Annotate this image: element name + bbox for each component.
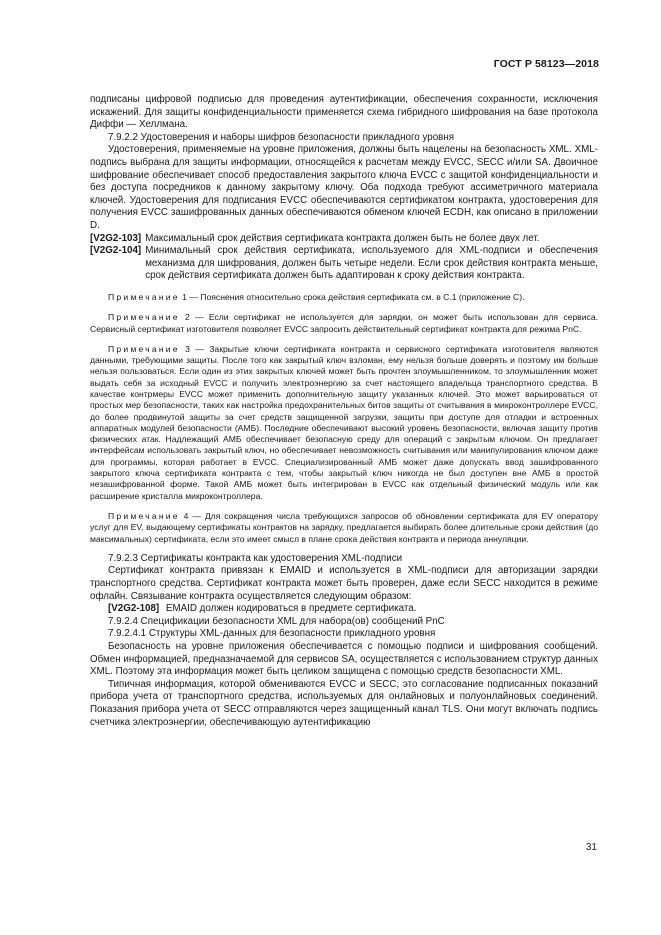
note: [90, 312, 598, 335]
note: [90, 344, 598, 502]
note: [90, 511, 598, 545]
paragraph: Сертификат контракта привязан к EMAID и используется в XML-подписи для авторизации зарядки транспортного средства. Сертификат контракта может быть проверен, даже если SECC находится в режиме офлайн. Связывание контракта осуществляется следующим образом:: [90, 565, 598, 602]
note-text: 1 — Пояснения относительно срока действия сертификата см. в С.1 (приложение С).: [182, 291, 525, 302]
section-heading: 7.9.2.3 Сертификаты контракта как удостоверения XML-подписи: [108, 552, 403, 564]
note-text: 2 — Если сертификат не используется для зарядки, он может быть использован для сервиса. Сервисный сертификат изготовителя позволяет EVCC запросить действительный сертификат контракта для режима PnC.: [90, 312, 599, 334]
note: [90, 292, 598, 303]
document-header: ГОСТ Р 58123—2018: [493, 58, 599, 70]
paragraph: подписаны цифровой подписью для проведения аутентификации, обеспечения сохранности, исключения искажений. Для защиты конфиденциальности применяется схема гибридного шифрования на базе протокола Диффи — Хеллмана.: [90, 94, 598, 131]
section-heading: 7.9.2.4 Спецификации безопасности XML для набора(ов) сообщений PnC: [108, 615, 445, 627]
section-heading: 7.9.2.2 Удостоверения и наборы шифров безопасности прикладного уровня: [108, 131, 455, 143]
paragraph: Типичная информация, которой обмениваются EVCC и SECC, это согласование подписанных показаний прибора учета от транспортного средства, используемых для онлайновых и полуонлайновых соединений. Показания прибора учета от SECC отправляются через защищенный канал TLS. Они могут включать подпись счетчика электроэнергии, обеспечивающую аутентификацию: [90, 678, 598, 728]
paragraph: Удостоверения, применяемые на уровне приложения, должны быть нацелены на безопасность XML. XML-подпись выбрана для защиты информации, относящейся к расчетам между EVCC, SECC и/или SA. Двоичное шифрование обеспечивает способ предоставления закрытого ключа EVCC с защитой конфиденциальности и без доступа посредников к данному закрытому ключу. Оба подхода требуют ассиметричного материала ключей. Удостоверения для подписания EVCC обеспечиваются сертификатом контракта, удостоверения для получения EVCC зашифрованных данных обеспечиваются обменом ключей ECDH, как описано в приложении D.: [90, 144, 598, 231]
requirement: [90, 603, 598, 616]
requirement-text: Минимальный срок действия сертификата, используемого для XML-подписи и обеспечения механизма для шифрования, должен быть четыре недели. Если срок действия контракта меньше, срок действия сертификата должен быть адаптирован к сроку действия контракта.: [145, 245, 598, 282]
note-label: Примечание: [108, 343, 180, 354]
requirement: [90, 245, 598, 283]
note-text: 3 — Закрытые ключи сертификата контракта и сервисного сертификата изготовителя являются данными, требующими защиты. После того как закрытый ключ взломан, ему нельзя больше доверять и поэтому им больше нельзя пользоваться. Если один из этих закрытых ключей может быть прочтен злоумышленником, то злоумышленник может выдать себя за исходный EVCC и получить электроэнергию за счет настоящего владельца транспортного средства. В качестве контрмеры EVCC может применить дополнительную защиту указанных ключей. Это может варьироваться от простых мер безопасности, таких как настройка предохранительных битов защиты от считывания в микроконтроллере EVCC, до более продвинутой защиты за счет средств защищенной загрузки, защиты при доступе для отладки и встроенных аппаратных модулей безопасности (АМБ). Последние обеспечивают высокий уровень безопасности, включая защиту против физических атак. Надлежащий АМБ обеспечивает безопасную среду для операций с закрытым ключом. Он предлагает интерфейсам использовать закрытый ключ, но обеспечивает невозможность считывания или манипулирования ключом даже для программы, которая работает в EVCC. Специализированный АМБ может даже допускать ввод зашифрованного закрытого ключа сертификата контракта с тем, чтобы закрытый ключ никогда не был доступен вне АМБ в простой незашифрованной форме. Такой АМБ может быть интегрирован в EVCC как отдельный физический модуль или как расширение кристалла микроконтроллера.: [90, 343, 598, 501]
section-heading: 7.9.2.4.1 Структуры XML-данных для безопасности прикладного уровня: [108, 628, 436, 640]
requirement-id: [V2G2-104]: [90, 245, 142, 257]
note-label: Примечание: [108, 291, 180, 302]
paragraph: Безопасность на уровне приложения обеспечивается с помощью подписи и шифрования сообщений. Обмен информацией, предназначаемой для сервисов SA, осуществляется с использованием структур данных XML. Поэтому эта информация может быть целиком защищена с помощью средств безопасности XML.: [90, 641, 598, 678]
requirement-text: Максимальный срок действия сертификата контракта должен быть не более двух лет.: [145, 232, 540, 244]
page-number: 31: [585, 842, 597, 853]
note-text: 4 — Для сокращения числа требующихся запросов об обновлении сертификата для EV оператору услуг для EV, выдающему сертификаты контрактов на зарядку, предлагается выбирать более длительные сроки действия (до максимальных) сертификата, если это имеет смысл в плане срока действия контракта и периода аннуляции.: [90, 510, 599, 544]
requirement-text: EMAID должен кодироваться в предмете сертификата.: [165, 603, 417, 615]
note-label: Примечание: [108, 510, 180, 521]
note-label: Примечание: [108, 312, 180, 323]
page-body: [90, 94, 598, 729]
requirement-id: [V2G2-103]: [90, 232, 142, 244]
requirement: [90, 233, 598, 246]
requirement-id: [V2G2-108]: [108, 603, 160, 615]
